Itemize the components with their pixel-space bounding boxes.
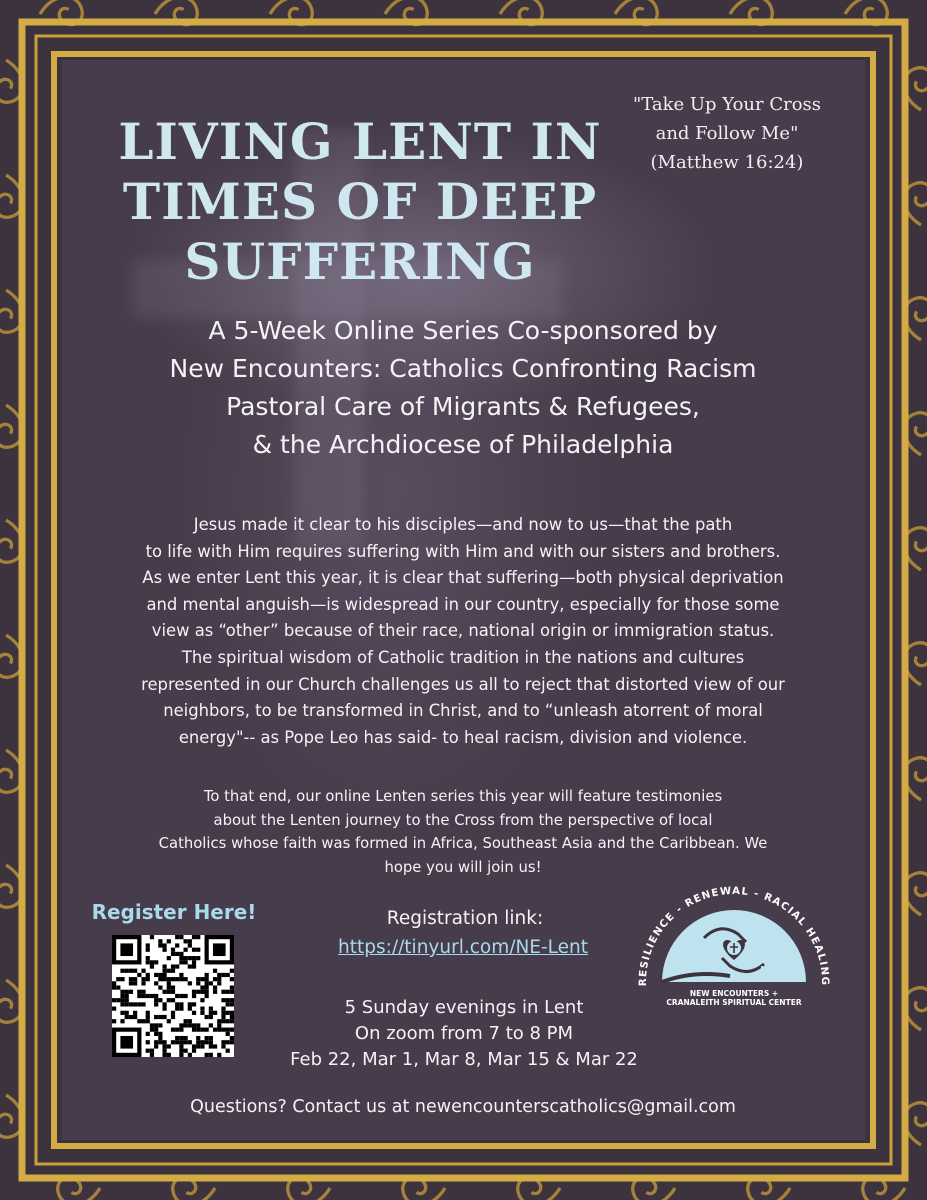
- page-title: [80, 112, 640, 292]
- quote-line: "Take Up Your Cross: [632, 94, 822, 115]
- paragraph-line: to life with Him requires suffering with Him and with our sisters and brothers.: [145, 541, 781, 561]
- logo-name-line-2: CRANALEITH SPIRITUAL CENTER: [666, 998, 802, 1007]
- qr-code[interactable]: [112, 935, 234, 1057]
- paragraph-line: hope you will join us!: [384, 858, 542, 876]
- paragraph-line: To that end, our online Lenten series this year will feature testimonies: [203, 788, 723, 805]
- subtitle-line: A 5-Week Online Series Co-sponsored by: [208, 316, 718, 345]
- schedule-line: 5 Sunday evenings in Lent: [344, 997, 584, 1018]
- new-encounters-logo: [634, 886, 834, 1008]
- description-paragraph-1: [82, 512, 844, 751]
- subtitle-line: Pastoral Care of Migrants & Refugees,: [226, 392, 700, 421]
- scripture-quote: [612, 90, 842, 177]
- paragraph-line: neighbors, to be transformed in Christ, and to “unleash atorrent of moral: [163, 701, 763, 721]
- description-paragraph-2: [92, 785, 834, 879]
- paragraph-line: view as “other” because of their race, national origin or immigration status.: [151, 621, 775, 641]
- paragraph-line: and mental anguish—is widespread in our country, especially for those some: [146, 594, 780, 614]
- schedule-line: Feb 22, Mar 1, Mar 8, Mar 15 & Mar 22: [290, 1049, 638, 1070]
- quote-line: and Follow Me": [655, 123, 799, 144]
- registration-link[interactable]: https://tinyurl.com/NE-Lent: [337, 937, 589, 958]
- paragraph-line: represented in our Church challenges us all to reject that distorted view of our: [141, 674, 785, 694]
- paragraph-line: As we enter Lent this year, it is clear that suffering—both physical deprivation: [142, 568, 784, 588]
- register-heading: Register Here!: [91, 900, 257, 924]
- paragraph-line: The spiritual wisdom of Catholic tradition in the nations and cultures: [181, 647, 745, 667]
- title-line: TIMES OF DEEP: [122, 172, 598, 231]
- paragraph-line: energy"-- as Pope Leo has said- to heal racism, division and violence.: [178, 727, 748, 747]
- schedule-line: On zoom from 7 to 8 PM: [354, 1023, 574, 1044]
- schedule: [262, 995, 666, 1073]
- title-line: SUFFERING: [184, 232, 536, 291]
- subtitle-line: New Encounters: Catholics Confronting Racism: [169, 354, 757, 383]
- paragraph-line: Jesus made it clear to his disciples—and now to us—that the path: [193, 515, 733, 534]
- logo-arc-text: RESILIENCE - RENEWAL - RACIAL HEALING: [637, 886, 831, 987]
- paragraph-line: Catholics whose faith was formed in Africa, Southeast Asia and the Caribbean. We: [158, 835, 768, 852]
- contact-line: Questions? Contact us at newencounterscatholics@gmail.com: [190, 1097, 736, 1117]
- subtitle-line: & the Archdiocese of Philadelphia: [252, 430, 674, 459]
- title-line: LIVING LENT IN: [118, 112, 602, 171]
- series-subtitle: [92, 312, 834, 464]
- registration-link-label: Registration link:: [386, 908, 544, 929]
- logo-name-line-1: NEW ENCOUNTERS +: [689, 989, 779, 998]
- quote-line: (Matthew 16:24): [650, 152, 804, 173]
- paragraph-line: about the Lenten journey to the Cross from the perspective of local: [213, 811, 713, 829]
